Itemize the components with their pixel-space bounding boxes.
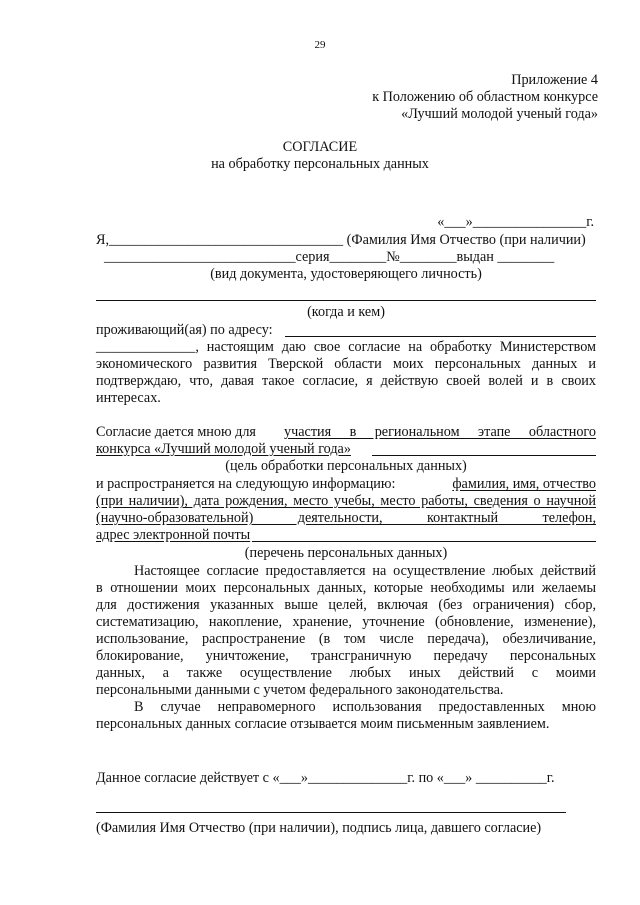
appendix-line-3: «Лучший молодой ученый года»: [401, 106, 598, 122]
appendix-line-1: Приложение 4: [511, 72, 598, 88]
validity-period-field: Данное согласие действует с «___»______________г. по «___» __________г.: [96, 770, 555, 786]
signature-caption: (Фамилия Имя Отчество (при наличии), подпись лица, давшего согласие): [96, 820, 542, 836]
purpose-value-line-1: участия в региональном этапе областного: [284, 424, 596, 440]
revocation-text-line-2: персональных данных согласие отзывается моим письменным заявлением.: [96, 716, 550, 732]
issued-by-caption: (когда и кем): [307, 304, 385, 320]
body-text-line-5: использование, распространение (в том числе передача), обезличивание,: [96, 631, 596, 647]
address-line: [285, 336, 596, 337]
consent-text-line-4: интересах.: [96, 390, 161, 406]
purpose-caption: (цель обработки персональных данных): [225, 458, 467, 474]
consent-text-line-1: ______________, настоящим даю свое согласие на обработку Министерством: [96, 339, 596, 355]
signature-line: [96, 812, 566, 813]
date-field: «___»________________г.: [437, 214, 594, 230]
appendix-line-2: к Положению об областном конкурсе: [372, 89, 598, 105]
body-text-line-3: для достижения указанных выше целей, включая (без ограничения) сбор,: [96, 597, 596, 613]
id-document-caption: (вид документа, удостоверяющего личность): [210, 266, 482, 282]
purpose-intro: Согласие дается мною для: [96, 424, 256, 440]
body-text-line-8: персональными данными с учетом федерального законодательства.: [96, 682, 504, 698]
body-text-line-6: блокирование, уничтожение, трансграничную передачу персональных: [96, 648, 596, 664]
revocation-text-line-1: В случае неправомерного использования предоставленных мною: [134, 699, 596, 715]
id-document-field: ___________________________серия________№________выдан ________: [104, 249, 555, 265]
page-number: 29: [314, 39, 326, 51]
address-label: проживающий(ая) по адресу:: [96, 322, 273, 338]
issued-by-line: [96, 300, 596, 301]
info-intro: и распространяется на следующую информацию:: [96, 476, 396, 492]
consent-text-line-2: экономического развития Тверской области моих персональных данных и: [96, 356, 596, 372]
consent-text-line-3: подтверждаю, что, давая такое согласие, я действую своей волей и в своих: [96, 373, 596, 389]
info-caption: (перечень персональных данных): [244, 545, 448, 561]
body-text-line-2: в отношении моих персональных данных, которые необходимы или желаемы: [96, 580, 596, 596]
info-value-line-4: адрес электронной почты: [96, 527, 251, 543]
document-subtitle: на обработку персональных данных: [211, 156, 429, 172]
body-text-line-7: данных, а также осуществление любых иных действий с моими: [96, 665, 596, 681]
info-value-line-3: (научно-образовательной) деятельности, контактный телефон,: [96, 510, 596, 526]
purpose-line-fill: [372, 455, 596, 456]
full-name-field: Я,_________________________________ (Фамилия Имя Отчество (при наличии): [96, 232, 586, 248]
info-value-line-2: (при наличии), дата рождения, место учебы, место работы, сведения о научной: [96, 493, 596, 509]
info-line-fill: [252, 541, 596, 542]
body-text-line-1: Настоящее согласие предоставляется на осуществление любых действий: [134, 563, 596, 579]
document-title: СОГЛАСИЕ: [282, 139, 358, 155]
body-text-line-4: систематизацию, накопление, хранение, уточнение (обновление, изменение),: [96, 614, 596, 630]
info-value-line-1: фамилия, имя, отчество: [452, 476, 596, 492]
purpose-value-line-2: конкурса «Лучший молодой ученый года»: [96, 441, 351, 457]
